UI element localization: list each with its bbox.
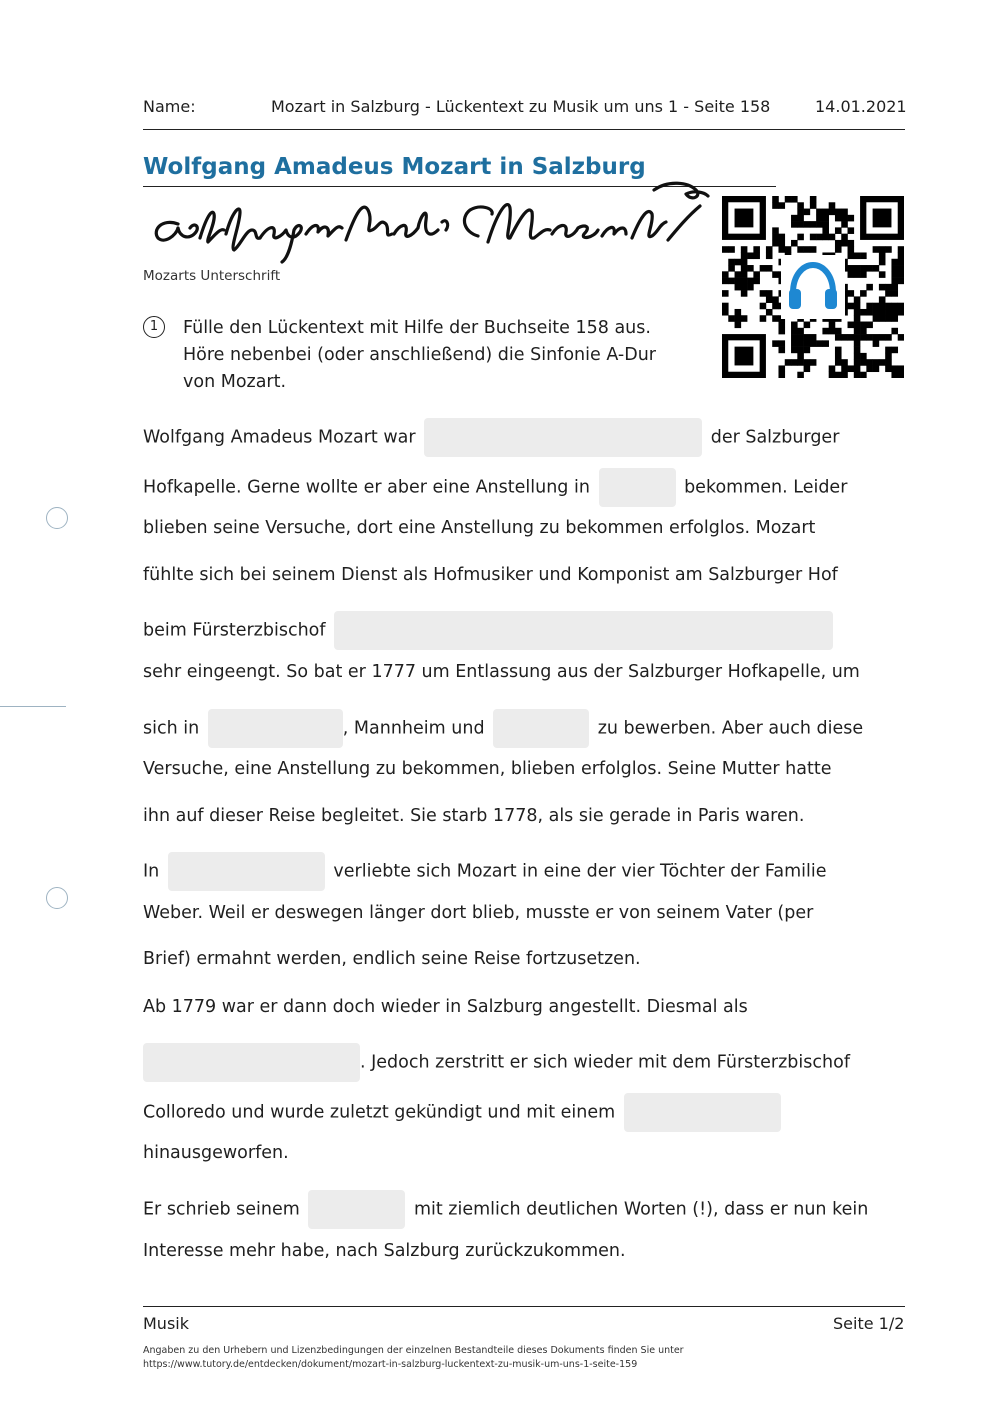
text-line-8: Versuche, eine Anstellung zu bekommen, blieben erfolglos. Seine Mutter hatte: [143, 759, 832, 779]
text-line-7: sich in , Mannheim und zu bewerben. Aber auch diese: [143, 709, 908, 733]
footer-page-number: Seite 1/2: [833, 1314, 905, 1333]
gap-field-position[interactable]: [424, 418, 702, 457]
text-line-2: Hofkapelle. Gerne wollte er aber eine Anstellung in bekommen. Leider: [143, 468, 908, 492]
text-line-6: sehr eingeengt. So bat er 1777 um Entlassung aus der Salzburger Hofkapelle, um: [143, 662, 860, 682]
document-title: Mozart in Salzburg - Lückentext zu Musik um uns 1 - Seite 158: [271, 97, 771, 116]
text-line-18: Interesse mehr habe, nach Salzburg zurückzukommen.: [143, 1241, 626, 1261]
mozart-signature-image: [148, 178, 713, 270]
gap-field-city[interactable]: [599, 468, 676, 507]
text-line-17: Er schrieb seinem mit ziemlich deutlichen Worten (!), dass er nun kein: [143, 1190, 908, 1214]
task-instructions: [183, 315, 713, 396]
footer-legal-url[interactable]: https://www.tutory.de/entdecken/dokument/mozart-in-salzburg-luckentext-zu-musik-um-uns-1-seite-159: [143, 1359, 638, 1370]
text-line-16: hinausgeworfen.: [143, 1143, 289, 1163]
text-line-14: . Jedoch zerstritt er sich wieder mit dem Fürsterzbischof: [143, 1043, 908, 1067]
gap-field-archbishop[interactable]: [334, 611, 833, 650]
text-line-4: fühlte sich bei seinem Dienst als Hofmusiker und Komponist am Salzburger Hof: [143, 565, 838, 585]
footer-subject: Musik: [143, 1314, 189, 1333]
task-line: Fülle den Lückentext mit Hilfe der Buchseite 158 aus.: [183, 318, 651, 338]
text-line-9: ihn auf dieser Reise begleitet. Sie starb 1778, als sie gerade in Paris waren.: [143, 806, 805, 826]
signature-caption: Mozarts Unterschrift: [143, 268, 281, 284]
gap-field-job[interactable]: [143, 1043, 360, 1082]
gap-field-city-4[interactable]: [168, 852, 325, 891]
gap-field-recipient[interactable]: [308, 1190, 405, 1229]
gap-field-city-3[interactable]: [493, 709, 589, 748]
punch-hole-mark-top: [46, 507, 68, 529]
text-line-1: Wolfgang Amadeus Mozart war der Salzburger: [143, 418, 908, 442]
page-title: Wolfgang Amadeus Mozart in Salzburg: [143, 154, 646, 180]
text-line-5: beim Fürsterzbischof: [143, 611, 908, 635]
task-number: 1: [143, 316, 165, 338]
qr-code[interactable]: [722, 196, 904, 378]
task-line: Höre nebenbei (oder anschließend) die Sinfonie A-Dur: [183, 345, 656, 365]
fold-mark: [0, 706, 66, 707]
document-date: 14.01.2021: [815, 97, 907, 116]
text-line-13: Ab 1779 war er dann doch wieder in Salzburg angestellt. Diesmal als: [143, 997, 748, 1017]
footer-rule: [143, 1306, 905, 1307]
header-rule: [143, 129, 905, 130]
gap-field-city-2[interactable]: [208, 709, 343, 748]
text-line-11: Weber. Weil er deswegen länger dort blieb, musste er von seinem Vater (per: [143, 903, 814, 923]
text-line-12: Brief) ermahnt werden, endlich seine Reise fortzusetzen.: [143, 949, 641, 969]
task-line: von Mozart.: [183, 372, 287, 392]
gap-field-dismissal[interactable]: [624, 1093, 781, 1132]
headphones-icon: [781, 255, 845, 319]
name-label: Name:: [143, 97, 196, 116]
footer-legal-notice: Angaben zu den Urhebern und Lizenzbedingungen der einzelnen Bestandteile dieses Dokuments finden Sie unter https://www.tutory.de/entdecken/dokument/mozart-in-salzburg-luckentext-zu-musik-um-uns-1-seite-159: [143, 1344, 903, 1372]
text-line-10: In verliebte sich Mozart in eine der vier Töchter der Familie: [143, 852, 908, 876]
punch-hole-mark-bottom: [46, 887, 68, 909]
text-line-3: blieben seine Versuche, dort eine Anstellung zu bekommen erfolglos. Mozart: [143, 518, 816, 538]
text-line-15: Colloredo und wurde zuletzt gekündigt und mit einem: [143, 1093, 908, 1117]
